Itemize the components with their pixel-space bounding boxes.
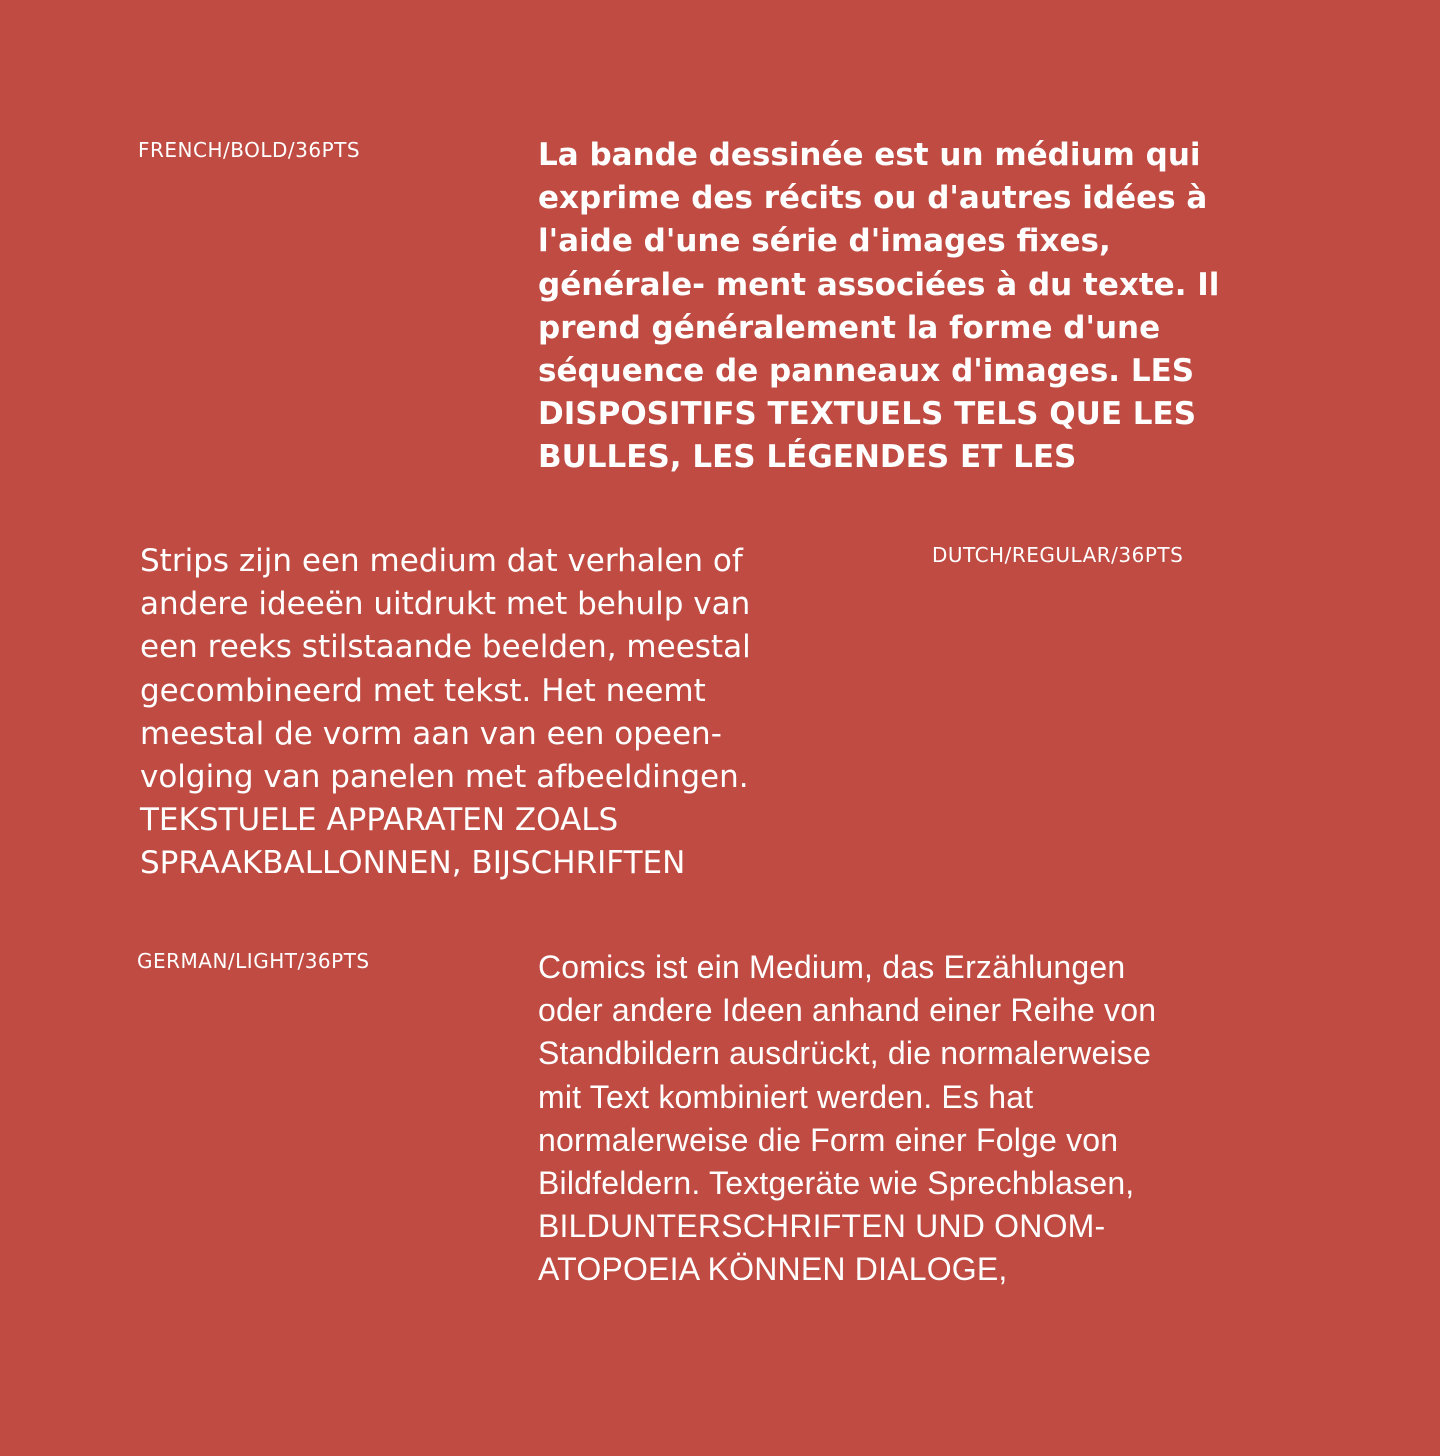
french-line: prend généralement la forme d'une <box>538 309 1161 346</box>
german-line: Standbildern ausdrückt, die normalerweise <box>538 1035 1151 1072</box>
dutch-line: andere ideeën uitdrukt met behulp van <box>140 586 751 623</box>
dutch-specimen-label: DUTCH/REGULAR/36PTS <box>932 543 1184 567</box>
dutch-line: volging van panelen met afbeeldingen. <box>140 759 749 796</box>
german-line: mit Text kombiniert werden. Es hat <box>538 1078 1034 1115</box>
french-line: DISPOSITIFS TEXTUELS TELS QUE LES <box>538 396 1197 433</box>
german-line: BILDUNTERSCHRIFTEN UND ONOM- <box>538 1208 1106 1245</box>
german-line: Comics ist ein Medium, das Erzählungen <box>538 949 1126 985</box>
french-line: l'aide d'une série d'images fixes, <box>538 223 1111 260</box>
french-specimen-label: FRENCH/BOLD/36PTS <box>138 138 361 162</box>
dutch-specimen-text <box>140 540 860 886</box>
french-line: La bande dessinée est un médium qui <box>538 137 1201 173</box>
german-specimen-label: GERMAN/LIGHT/36PTS <box>137 949 370 973</box>
french-specimen-text <box>538 134 1278 480</box>
dutch-line: gecombineerd met tekst. Het neemt <box>140 672 706 709</box>
german-line: ATOPOEIA KÖNNEN DIALOGE, <box>538 1251 1008 1288</box>
dutch-line: Strips zijn een medium dat verhalen of <box>140 543 743 579</box>
french-line: générale- ment associées à du texte. Il <box>538 266 1220 303</box>
german-line: Bildfeldern. Textgeräte wie Sprechblasen, <box>538 1165 1135 1202</box>
dutch-line: meestal de vorm aan van een opeen- <box>140 715 722 752</box>
dutch-line: een reeks stilstaande beelden, meestal <box>140 629 751 666</box>
dutch-line: TEKSTUELE APPARATEN ZOALS <box>140 802 619 839</box>
french-line: exprime des récits ou d'autres idées à <box>538 180 1208 217</box>
german-line: normalerweise die Form einer Folge von <box>538 1121 1119 1158</box>
french-line: séquence de panneaux d'images. LES <box>538 353 1195 390</box>
dutch-line: SPRAAKBALLONNEN, BIJSCHRIFTEN <box>140 845 686 882</box>
german-specimen-text <box>538 946 1298 1292</box>
french-line: BULLES, LES LÉGENDES ET LES <box>538 439 1077 476</box>
german-line: oder andere Ideen anhand einer Reihe von <box>538 992 1157 1029</box>
